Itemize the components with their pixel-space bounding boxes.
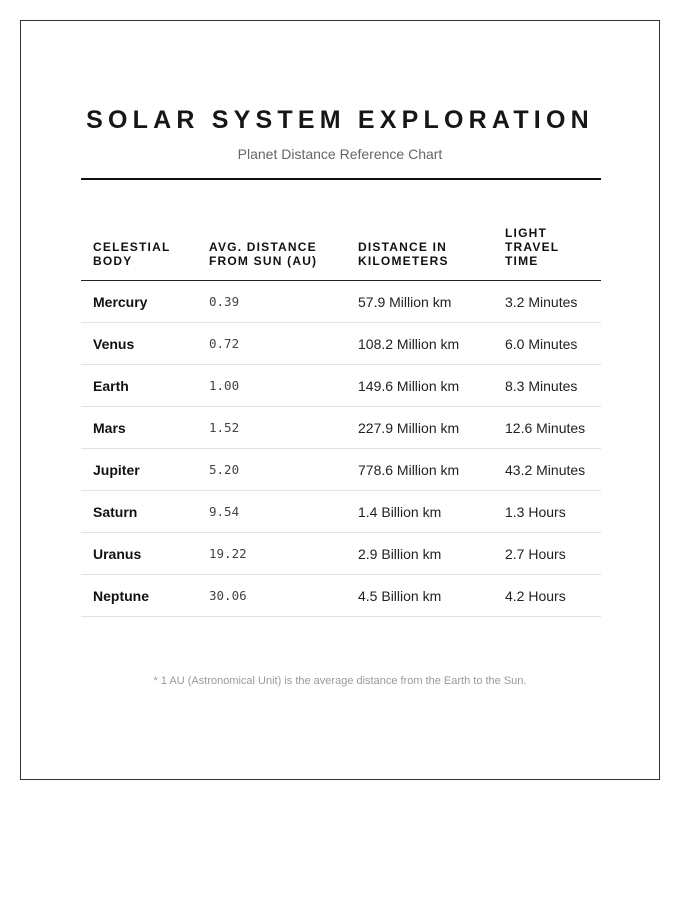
cell-body: Jupiter <box>81 449 197 491</box>
cell-body: Mars <box>81 407 197 449</box>
cell-km: 778.6 Million km <box>346 449 493 491</box>
column-header-body <box>81 226 197 281</box>
cell-body: Earth <box>81 365 197 407</box>
cell-km: 1.4 Billion km <box>346 491 493 533</box>
cell-light: 1.3 Hours <box>493 491 601 533</box>
table-row <box>81 323 601 365</box>
title-divider <box>81 178 601 180</box>
column-header-label: LIGHT TRAVEL TIME <box>505 226 560 268</box>
cell-light: 8.3 Minutes <box>493 365 601 407</box>
footnote: * 1 AU (Astronomical Unit) is the average distance from the Earth to the Sun. <box>153 675 527 687</box>
table-row <box>81 407 601 449</box>
cell-km: 149.6 Million km <box>346 365 493 407</box>
table-row <box>81 491 601 533</box>
column-header-km <box>346 226 493 281</box>
cell-au: 0.39 <box>197 281 346 323</box>
cell-au: 9.54 <box>197 491 346 533</box>
cell-body: Uranus <box>81 533 197 575</box>
cell-au: 19.22 <box>197 533 346 575</box>
cell-au: 5.20 <box>197 449 346 491</box>
table-row <box>81 575 601 617</box>
cell-km: 57.9 Million km <box>346 281 493 323</box>
page-subtitle: Planet Distance Reference Chart <box>237 146 443 162</box>
cell-body: Venus <box>81 323 197 365</box>
column-header-label: CELESTIAL BODY <box>93 240 171 268</box>
cell-body: Saturn <box>81 491 197 533</box>
cell-body: Neptune <box>81 575 197 617</box>
column-header-light <box>493 226 601 281</box>
cell-light: 4.2 Hours <box>493 575 601 617</box>
column-header-au <box>197 226 346 281</box>
cell-light: 12.6 Minutes <box>493 407 601 449</box>
planet-distance-table <box>81 226 601 617</box>
cell-light: 43.2 Minutes <box>493 449 601 491</box>
table-row <box>81 365 601 407</box>
column-header-label: AVG. DISTANCE FROM SUN (AU) <box>209 240 318 268</box>
cell-light: 6.0 Minutes <box>493 323 601 365</box>
column-header-label: DISTANCE IN KILOMETERS <box>358 240 449 268</box>
table-row <box>81 449 601 491</box>
cell-au: 0.72 <box>197 323 346 365</box>
cell-au: 1.00 <box>197 365 346 407</box>
cell-au: 1.52 <box>197 407 346 449</box>
page-title: SOLAR SYSTEM EXPLORATION <box>86 106 594 134</box>
cell-light: 2.7 Hours <box>493 533 601 575</box>
cell-km: 2.9 Billion km <box>346 533 493 575</box>
cell-body: Mercury <box>81 281 197 323</box>
cell-light: 3.2 Minutes <box>493 281 601 323</box>
cell-km: 108.2 Million km <box>346 323 493 365</box>
table-row <box>81 533 601 575</box>
document-card <box>20 20 660 780</box>
cell-km: 227.9 Million km <box>346 407 493 449</box>
cell-au: 30.06 <box>197 575 346 617</box>
table-header-row <box>81 226 601 281</box>
cell-km: 4.5 Billion km <box>346 575 493 617</box>
table-row <box>81 281 601 323</box>
